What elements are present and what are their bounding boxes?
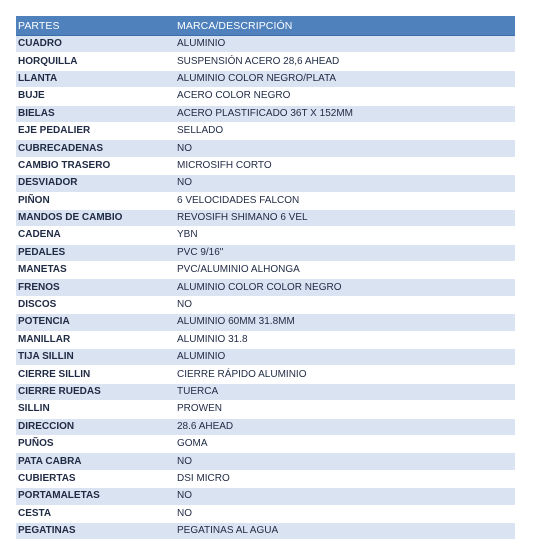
table-row [16,105,515,122]
table-row [16,366,515,383]
brand-description-cell: ACERO PLASTIFICADO 36T X 152MM [175,105,515,122]
brand-description-cell: PEGATINAS AL AGUA [175,522,515,539]
part-name-cell: CAMBIO TRASERO [16,157,175,174]
brand-description-cell: ALUMINIO 31.8 [175,331,515,348]
table-row [16,279,515,296]
table-row [16,122,515,139]
column-header-brand: MARCA/DESCRIPCIÓN [175,16,515,36]
part-name-cell: SILLIN [16,401,175,418]
brand-description-cell: 28.6 AHEAD [175,418,515,435]
brand-description-cell: ALUMINIO [175,36,515,53]
brand-description-cell: CIERRE RÁPIDO ALUMINIO [175,366,515,383]
table-header [16,16,515,36]
part-name-cell: CESTA [16,505,175,522]
part-name-cell: MANILLAR [16,331,175,348]
brand-description-cell: SUSPENSIÓN ACERO 28,6 AHEAD [175,53,515,70]
brand-description-cell: NO [175,296,515,313]
brand-description-cell: ALUMINIO 60MM 31.8MM [175,314,515,331]
table-row [16,470,515,487]
part-name-cell: CIERRE RUEDAS [16,383,175,400]
brand-description-cell: TUERCA [175,383,515,400]
brand-description-cell: DSI MICRO [175,470,515,487]
table-row [16,435,515,452]
part-name-cell: BIELAS [16,105,175,122]
part-name-cell: CUADRO [16,36,175,53]
table-row [16,349,515,366]
part-name-cell: LLANTA [16,70,175,87]
brand-description-cell: YBN [175,227,515,244]
table-row [16,70,515,87]
brand-description-cell: NO [175,175,515,192]
table-row [16,296,515,313]
brand-description-cell: NO [175,453,515,470]
table-row [16,36,515,53]
brand-description-cell: NO [175,140,515,157]
part-name-cell: HORQUILLA [16,53,175,70]
brand-description-cell: GOMA [175,435,515,452]
brand-description-cell: NO [175,488,515,505]
part-name-cell: PUÑOS [16,435,175,452]
part-name-cell: DIRECCION [16,418,175,435]
part-name-cell: FRENOS [16,279,175,296]
part-name-cell: TIJA SILLIN [16,349,175,366]
part-name-cell: EJE PEDALIER [16,122,175,139]
brand-description-cell: ALUMINIO COLOR COLOR NEGRO [175,279,515,296]
table-row [16,331,515,348]
part-name-cell: DISCOS [16,296,175,313]
table-row [16,140,515,157]
part-name-cell: MANETAS [16,262,175,279]
part-name-cell: PEDALES [16,244,175,261]
brand-description-cell: ALUMINIO COLOR NEGRO/PLATA [175,70,515,87]
table-row [16,314,515,331]
table-row [16,488,515,505]
part-name-cell: CADENA [16,227,175,244]
table-row [16,192,515,209]
part-name-cell: PIÑON [16,192,175,209]
brand-description-cell: NO [175,505,515,522]
table-row [16,53,515,70]
brand-description-cell: 6 VELOCIDADES FALCON [175,192,515,209]
table-row [16,244,515,261]
table-row [16,401,515,418]
brand-description-cell: ACERO COLOR NEGRO [175,88,515,105]
table-body [16,36,515,540]
brand-description-cell: PVC 9/16" [175,244,515,261]
table-row [16,175,515,192]
part-name-cell: DESVIADOR [16,175,175,192]
table-row [16,522,515,539]
table-row [16,88,515,105]
spec-sheet [16,16,515,540]
table-row [16,227,515,244]
brand-description-cell: REVOSIFH SHIMANO 6 VEL [175,209,515,226]
brand-description-cell: PROWEN [175,401,515,418]
brand-description-cell: ALUMINIO [175,349,515,366]
table-row [16,262,515,279]
table-row [16,453,515,470]
header-row [16,16,515,36]
part-name-cell: CUBRECADENAS [16,140,175,157]
table-row [16,209,515,226]
part-name-cell: POTENCIA [16,314,175,331]
table-row [16,383,515,400]
table-row [16,418,515,435]
part-name-cell: BUJE [16,88,175,105]
part-name-cell: PEGATINAS [16,522,175,539]
parts-table [16,16,515,540]
part-name-cell: CUBIERTAS [16,470,175,487]
part-name-cell: MANDOS DE CAMBIO [16,209,175,226]
part-name-cell: PATA CABRA [16,453,175,470]
table-row [16,505,515,522]
brand-description-cell: PVC/ALUMINIO ALHONGA [175,262,515,279]
column-header-part: PARTES [16,16,175,36]
table-row [16,157,515,174]
brand-description-cell: SELLADO [175,122,515,139]
part-name-cell: CIERRE SILLIN [16,366,175,383]
brand-description-cell: MICROSIFH CORTO [175,157,515,174]
part-name-cell: PORTAMALETAS [16,488,175,505]
